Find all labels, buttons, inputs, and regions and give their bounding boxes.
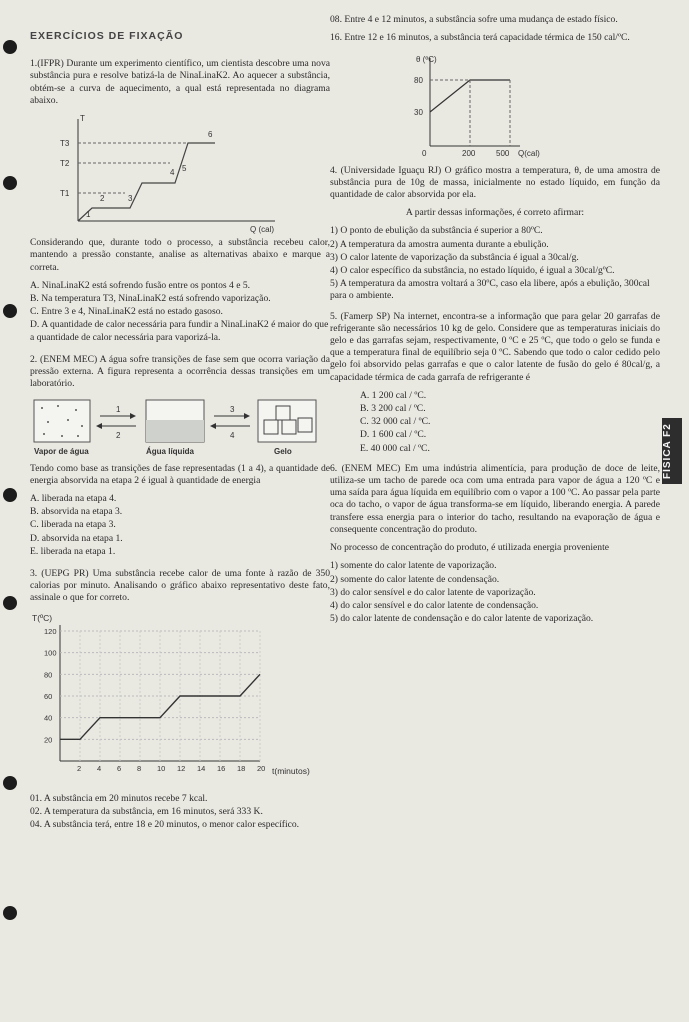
q4-option-2[interactable]: 2) A temperatura da amostra aumenta durante a ebulição.	[330, 238, 549, 250]
q3-ytick: 60	[44, 691, 53, 701]
q4-option-3[interactable]: 3) O calor latente de vaporização da substância é igual a 30cal/g.	[330, 251, 579, 263]
q1-point-1: 1	[86, 210, 91, 220]
q3-xtick: 12	[177, 763, 186, 773]
q3-xtick: 4	[97, 763, 102, 773]
q1-curve	[78, 143, 215, 221]
q4-ylabel: θ (ºC)	[416, 55, 437, 65]
q3-ylabel: T(ºC)	[32, 612, 53, 623]
q3-xtick: 2	[77, 763, 82, 773]
q6-option-5[interactable]: 5) do calor latente de condensação e do calor latente de vaporização.	[330, 613, 594, 625]
q3-xtick: 18	[237, 763, 246, 773]
subject-tab: FÍSICA F2	[662, 418, 682, 484]
arrow-4-label: 4	[230, 431, 235, 441]
q5-option-d[interactable]: D. 1 600 cal / ºC.	[360, 429, 427, 441]
q6-option-1[interactable]: 1) somente do calor latente de vaporização.	[330, 560, 497, 572]
q1-label-t2: T2	[60, 159, 70, 169]
q5-statement: 5. (Famerp SP) Na internet, encontra-se a informação que para gelar 20 garrafas de refrigerante são necessários 10 kg de gelo. Considere que as temperaturas iniciais do gelo e das garrafas sejam, respectivamente, 0 ºC e 25 ºC, que todo o gelo se funda e que a temperatura final de equilíbrio seja 0 ºC. Sabendo que todo o calor cedido pelo gelo foi absorvido pelas garrafas e que o calor latente de fusão do gelo é 80cal/g, a capacidade térmica de cada garrafa de refrigerante é	[330, 310, 660, 383]
q4-option-4[interactable]: 4) O calor específico da substância, no estado líquido, é igual a 30cal/gºC.	[330, 265, 615, 277]
q2-statement: 2. (ENEM MEC) A água sofre transições de fase sem que ocorra variação da pressão externa. A figura representa a ocorrência dessas transições em um laboratório.	[30, 353, 330, 390]
q1-statement: 1.(IFPR) Durante um experimento científico, um cientista descobre uma nova substância pura e resolve batizá-la de NinaLinaK2. Ao aquecer a substância, obtém-se a curva de aquecimento, a qual está representada no diagrama abaixo.	[30, 58, 330, 106]
q4-option-1[interactable]: 1) O ponto de ebulição da substância é superior a 80ºC.	[330, 225, 543, 237]
left-column	[30, 20, 330, 838]
q6-statement: 6. (ENEM MEC) Em uma indústria alimentícia, para produção de doce de leite, utiliza-se um tacho de parede oca com uma entrada para vapor de água a 120 ºC e uma saída para água líquida em equilíbrio com o vapor a 100 ºC. Ao passar pela parte oca do tacho, o vapor de água transforma-se em líquido, liberando energia. A parede transfere essa energia para o interior do tacho, resultando na evaporação de água e consequente concentração do produto.	[330, 462, 660, 535]
liquid-label: Água líquida	[146, 447, 194, 457]
q3-statements	[30, 793, 330, 832]
q4-ytick-80: 80	[414, 76, 423, 86]
q3-xlabel: t(minutos)	[272, 765, 310, 776]
q5-options	[360, 390, 660, 455]
vapor-label: Vapor de água	[34, 447, 89, 457]
q2-options	[30, 493, 330, 558]
q2-option-b[interactable]: B. absorvida na etapa 3.	[30, 506, 123, 518]
q3-xtick: 20	[257, 763, 266, 773]
q1-instruction: Considerando que, durante todo o processo, a substância recebeu calor, mantendo a pressão constante, analise as alternativas abaixo e marque a correta.	[30, 237, 330, 273]
q6-lead: No processo de concentração do produto, é utilizada energia proveniente	[330, 542, 609, 554]
q6-option-4[interactable]: 4) do calor sensível e do calor latente de condensação.	[330, 599, 539, 611]
section-heading: EXERCÍCIOS DE FIXAÇÃO	[30, 30, 184, 42]
q4-option-5[interactable]: 5) A temperatura da amostra voltará a 30ºC, caso ela libere, após a ebulição, 300cal para o ambiente.	[330, 278, 650, 302]
q6-option-2[interactable]: 2) somente do calor latente de condensação.	[330, 573, 500, 585]
q3-xtick: 10	[157, 763, 166, 773]
binder-hole	[3, 596, 17, 610]
q1-option-c[interactable]: C. Entre 3 e 4, NinaLinaK2 está no estado gasoso.	[30, 306, 223, 318]
q1-label-t1: T1	[60, 189, 70, 199]
q3-statement-08[interactable]: 08. Entre 4 e 12 minutos, a substância sofre uma mudança de estado físico.	[330, 14, 618, 25]
q5-option-e[interactable]: E. 40 000 cal / ºC.	[360, 442, 430, 454]
q1-option-b[interactable]: B. Na temperatura T3, NinaLinaK2 está sofrendo vaporização.	[30, 293, 271, 305]
q1-axis-q: Q (cal)	[250, 225, 274, 235]
q1-option-d[interactable]: D. A quantidade de calor necessária para fundir a NinaLinaK2 é maior do que a quantidade de calor necessária para vaporizá-la.	[30, 319, 329, 343]
q4-lead: A partir dessas informações, é correto afirmar:	[405, 207, 585, 219]
q1-options	[30, 280, 330, 344]
q4-ytick-0: 0	[422, 149, 427, 159]
q3-ytick: 80	[44, 670, 53, 680]
q3-statement-04[interactable]: 04. A substância terá, entre 18 e 20 minutos, o menor calor específico.	[30, 819, 300, 831]
q3-statement: 3. (UEPG PR) Uma substância recebe calor de uma fonte à razão de 350 calorias por minuto. Analisando o gráfico abaixo representativo deste fato, assinale o que for correto.	[30, 568, 330, 604]
right-column	[330, 14, 660, 631]
q1-point-2: 2	[100, 194, 105, 204]
q2-option-d[interactable]: D. absorvida na etapa 1.	[30, 532, 123, 544]
q2-instruction: Tendo como base as transições de fase representadas (1 a 4), a quantidade de energia absorvida na etapa 2 é igual à quantidade de energia	[30, 462, 330, 486]
q4-chart	[330, 50, 540, 160]
q1-point-4: 4	[170, 168, 175, 178]
binder-hole	[3, 176, 17, 190]
q5-option-a[interactable]: A. 1 200 cal / ºC.	[360, 389, 427, 401]
q1-option-a[interactable]: A. NinaLinaK2 está sofrendo fusão entre os pontos 4 e 5.	[30, 279, 251, 291]
q4-xlabel: Q(cal)	[518, 149, 540, 159]
binder-hole	[3, 776, 17, 790]
q3-xtick: 8	[137, 763, 142, 773]
q3-xtick: 6	[117, 763, 122, 773]
q6-option-3[interactable]: 3) do calor sensível e do calor latente de vaporização.	[330, 586, 536, 598]
q3-statement-16[interactable]: 16. Entre 12 e 16 minutos, a substância terá capacidade térmica de 150 cal/ºC.	[330, 32, 630, 44]
q1-point-3: 3	[128, 194, 133, 204]
arrow-2-label: 2	[116, 431, 121, 441]
q3-ytick: 100	[44, 648, 57, 658]
q2-phase-figure	[30, 396, 330, 458]
q4-xtick-200: 200	[462, 149, 476, 159]
q3-ytick: 20	[44, 735, 53, 745]
ice-label: Gelo	[274, 447, 292, 457]
q5-option-c[interactable]: C. 32 000 cal / ºC.	[360, 416, 431, 428]
q1-axis-t: T	[80, 114, 85, 124]
q3-ytick: 40	[44, 713, 53, 723]
q3-xtick: 14	[197, 763, 206, 773]
q5-option-b[interactable]: B. 3 200 cal / ºC.	[360, 403, 426, 415]
q1-heating-curve	[30, 113, 290, 233]
q3-xtick: 16	[217, 763, 226, 773]
binder-hole	[3, 40, 17, 54]
q3-temperature-chart	[30, 611, 330, 781]
q2-option-e[interactable]: E. liberada na etapa 1.	[30, 545, 116, 557]
q2-option-c[interactable]: C. liberada na etapa 3.	[30, 519, 116, 531]
q4-xtick-500: 500	[496, 149, 510, 159]
q3-statement-01[interactable]: 01. A substância em 20 minutos recebe 7 kcal.	[30, 792, 208, 804]
q3-statement-02[interactable]: 02. A temperatura da substância, em 16 minutos, será 333 K.	[30, 806, 263, 818]
q1-point-5: 5	[182, 164, 187, 174]
q6-options	[330, 560, 660, 625]
q4-statement: 4. (Universidade Iguaçu RJ) O gráfico mostra a temperatura, θ, de uma amostra de substância pura de 10g de massa, inicialmente no estado líquido, em função da quantidade de calor absorvida por ela.	[330, 164, 660, 201]
q1-label-t3: T3	[60, 139, 70, 149]
q4-ytick-30: 30	[414, 108, 423, 118]
q1-point-6: 6	[208, 130, 213, 140]
binder-hole	[3, 906, 17, 920]
arrow-1-label: 1	[116, 405, 121, 415]
q2-option-a[interactable]: A. liberada na etapa 4.	[30, 493, 117, 505]
binder-hole	[3, 488, 17, 502]
binder-hole	[3, 304, 17, 318]
q3-ytick: 120	[44, 626, 57, 636]
arrow-3-label: 3	[230, 405, 235, 415]
q4-options	[330, 225, 660, 302]
